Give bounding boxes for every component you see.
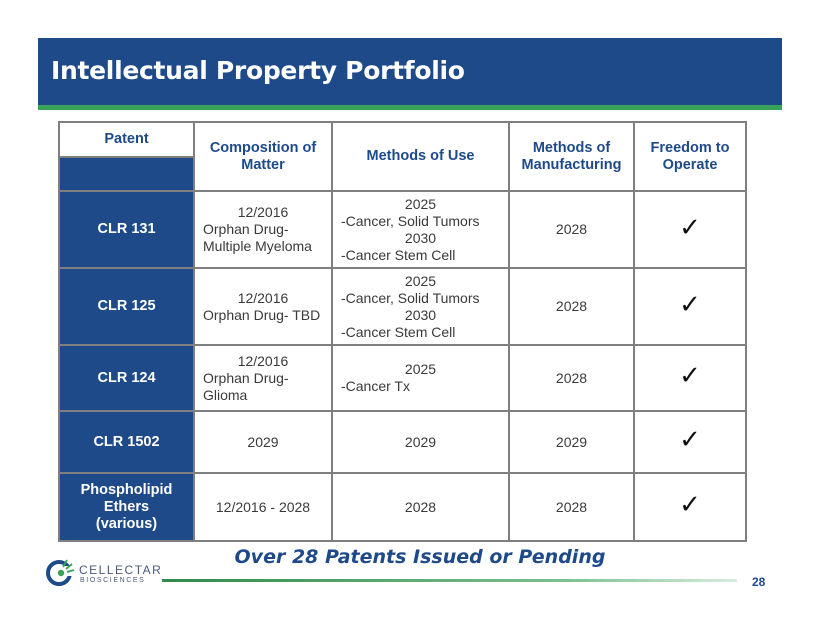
methods-of-use-cell: 2025 -Cancer, Solid Tumors 2030 -Cancer Stem Cell [332,268,509,345]
header-asset: Asset [59,157,194,191]
asset-cell: CLR 1502 [59,411,194,473]
ip-portfolio-table [58,121,747,542]
table-row [59,473,746,541]
freedom-cell [634,191,746,268]
header-methods-of-use: Methods of Use [332,122,509,191]
title-bar [38,38,782,105]
logo-subtitle: BIOSCIENCES [80,577,146,584]
checkmark-icon: ✓ [679,212,701,243]
page-title: Intellectual Property Portfolio [51,56,465,85]
composition-cell: 12/2016 Orphan Drug- TBD [194,268,332,345]
manufacturing-cell: 2028 [509,268,634,345]
composition-cell: 12/2016 Orphan Drug- Multiple Myeloma [194,191,332,268]
title-underline [38,105,782,110]
asset-cell: CLR 124 [59,345,194,411]
methods-of-use-cell: 2025 -Cancer, Solid Tumors 2030 -Cancer Stem Cell [332,191,509,268]
header-freedom-to-operate: Freedom to Operate [634,122,746,191]
table-row [59,268,746,345]
checkmark-icon: ✓ [679,361,701,391]
composition-cell: 12/2016 Orphan Drug-Glioma [194,345,332,411]
footer-rule [162,579,737,582]
manufacturing-cell: 2028 [509,473,634,541]
logo-name: CELLECTAR [79,563,163,577]
checkmark-icon: ✓ [679,289,701,320]
checkmark-icon: ✓ [679,425,701,455]
checkmark-icon: ✓ [679,490,701,520]
composition-cell: 12/2016 - 2028 [194,473,332,541]
manufacturing-cell: 2028 [509,191,634,268]
header-patent: Patent [59,122,194,157]
table-row [59,411,746,473]
asset-cell: CLR 125 [59,268,194,345]
tagline: Over 28 Patents Issued or Pending [234,546,606,568]
methods-of-use-cell: 2028 [332,473,509,541]
asset-cell: CLR 131 [59,191,194,268]
asset-cell: Phospholipid Ethers (various) [59,473,194,541]
manufacturing-cell: 2029 [509,411,634,473]
table-row [59,345,746,411]
freedom-cell [634,473,746,541]
methods-of-use-cell: 2025 -Cancer Tx [332,345,509,411]
header-manufacturing: Methods of Manufacturing [509,122,634,191]
freedom-cell [634,268,746,345]
manufacturing-cell: 2028 [509,345,634,411]
page-number: 28 [752,575,766,589]
freedom-cell [634,411,746,473]
composition-cell: 2029 [194,411,332,473]
freedom-cell [634,345,746,411]
methods-of-use-cell: 2029 [332,411,509,473]
header-composition: Composition of Matter [194,122,332,191]
table-row [59,191,746,268]
